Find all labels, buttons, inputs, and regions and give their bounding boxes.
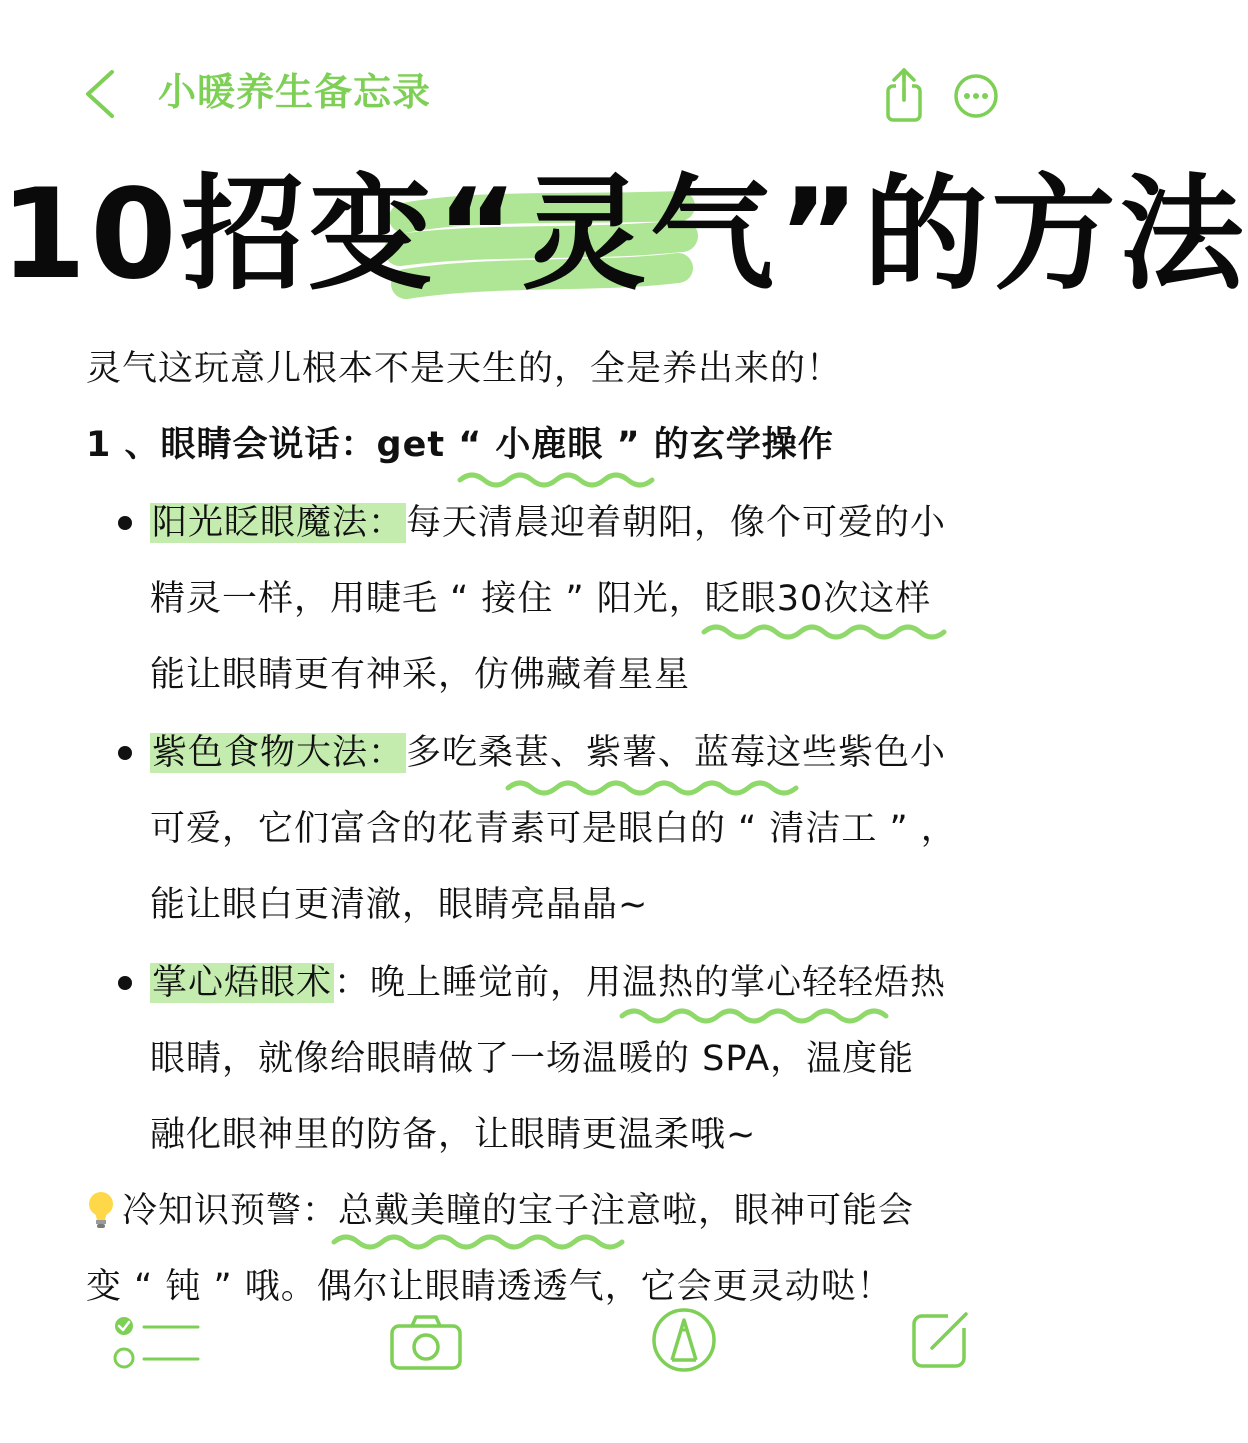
chevron-left-icon (78, 64, 128, 124)
bullet-dot (118, 976, 132, 990)
list-item-3-label: 掌心焐眼术 (152, 963, 333, 1003)
share-button[interactable] (880, 64, 928, 124)
more-button[interactable] (952, 72, 1000, 120)
list-item-2-line-1: 紫色食物大法：多吃桑葚、紫薯、蓝莓这些紫色小 (152, 733, 947, 773)
share-icon (880, 64, 928, 124)
list-item-3-line-2: 眼睛，就像给眼睛做了一场温暖的 SPA，温度能 (150, 1039, 915, 1079)
list-item-1-label: 阳光眨眼魔法： (152, 503, 405, 543)
checklist-icon (112, 1314, 204, 1372)
lightbulb-icon (86, 1190, 116, 1232)
more-icon (952, 72, 1000, 120)
list-item-3-line-1: 掌心焐眼术：晚上睡觉前，用温热的掌心轻轻焐热 (152, 963, 947, 1003)
intro-text: 灵气这玩意儿根本不是天生的，全是养出来的！ (86, 349, 843, 389)
camera-icon (388, 1312, 464, 1372)
bullet-dot (118, 516, 132, 530)
markup-icon (650, 1306, 718, 1374)
bullet-dot (118, 746, 132, 760)
compose-button[interactable] (910, 1308, 972, 1370)
checklist-button[interactable] (112, 1314, 204, 1372)
camera-button[interactable] (388, 1312, 464, 1372)
list-item-1-line-2: 精灵一样，用睫毛 “ 接住 ” 阳光，眨眼30次这样 (150, 579, 932, 619)
tip-line-1: 冷知识预警：总戴美瞳的宝子注意啦，眼神可能会 (122, 1191, 915, 1231)
list-item-2-line-2: 可爱，它们富含的花青素可是眼白的 “ 清洁工 ” ， (150, 809, 957, 849)
page-title: 10招变“灵气”的方法 (0, 163, 1248, 307)
list-item-1-line-3: 能让眼睛更有神采，仿佛藏着星星 (150, 655, 691, 695)
markup-button[interactable] (650, 1306, 718, 1374)
tip-line-2: 变 “ 钝 ” 哦。偶尔让眼睛透透气，它会更灵动哒！ (86, 1267, 893, 1307)
list-item-3-line-3: 融化眼神里的防备，让眼睛更温柔哦~ (150, 1115, 757, 1155)
list-item-2-label: 紫色食物大法： (152, 733, 405, 773)
list-item-1-line-1: 阳光眨眼魔法：每天清晨迎着朝阳，像个可爱的小 (152, 503, 947, 543)
back-button[interactable] (78, 64, 128, 124)
section-heading: 1 、眼睛会说话：get “ 小鹿眼 ” 的玄学操作 (86, 425, 834, 465)
list-item-2-line-3: 能让眼白更清澈，眼睛亮晶晶~ (150, 885, 649, 925)
compose-icon (910, 1308, 972, 1370)
app-title: 小暖养生备忘录 (158, 70, 432, 114)
